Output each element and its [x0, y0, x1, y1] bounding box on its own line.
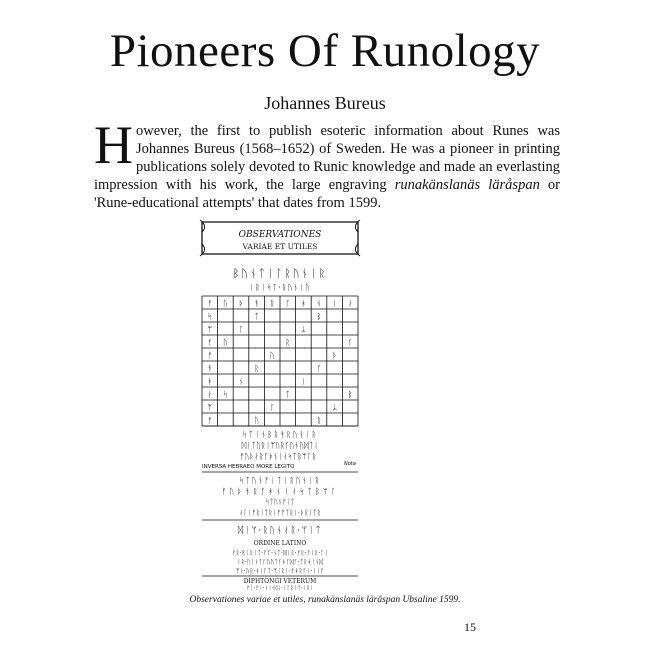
grid-rune-glyph: ᚠ: [207, 416, 213, 425]
runic-text-d: ᛋᛏᚢᚾᚠᛁᛏᛁᚱᚢᚾᛁᚱ: [239, 476, 321, 485]
grid-rune-glyph: ᚾ: [316, 299, 322, 308]
grid-rune-glyph: ᛏ: [285, 390, 291, 399]
grid-rune-glyph: ᚬ: [207, 364, 213, 373]
grid-rune-glyph: ᛒ: [316, 312, 322, 321]
grid-rune-glyph: ᛁ: [300, 377, 306, 386]
grid-rune-glyph: ᚠ: [207, 299, 213, 308]
body-paragraph: [94, 115, 560, 212]
grid-rune-glyph: ᚼ: [300, 299, 306, 308]
nota-label: Nota: [344, 461, 356, 467]
runic-text-e: ᚠᚢᚦᚬᚱᚴᚼᚾᛁᛅᛋᛏᛒᛘᛚ: [221, 487, 339, 496]
page-number: 15: [464, 620, 476, 634]
rune-grid-table: [202, 296, 358, 426]
grid-rune-glyph: ᛅ: [347, 299, 353, 308]
grid-rune-glyph: ᚱ: [254, 364, 260, 373]
runic-text-j: ᛁᚱ·ᚢᛁᚾᛏᚴᚢᚢᛏᚴᚼᚴᛞᚴ·ᛏᚱᚼᛁᚾᛞ: [236, 558, 324, 566]
runic-row-2: ᛁᚱᛁᛋᛏ·ᚱᚢᚾᛁᚢ: [249, 283, 311, 292]
drop-cap: H: [94, 115, 133, 175]
grid-rune-glyph: ᚱ: [316, 416, 322, 425]
runic-text-h: ᛞᛁᛘ·ᚱᚢᚾᛅᚱ·ᛘᛁᛏ: [237, 526, 323, 536]
latin-line: INVERSA HEBRAEO MORE LEGITO: [202, 464, 295, 470]
grid-rune-glyph: ᛏ: [254, 312, 260, 321]
grid-rune-glyph: ᚼ: [207, 377, 213, 386]
grid-rune-glyph: ᛘ: [207, 325, 213, 334]
paragraph-italic-title: runakänslanäs läråspan: [394, 177, 540, 193]
grid-rune-glyph: ᛁ: [332, 299, 338, 308]
grid-rune-glyph: ᚴ: [347, 338, 353, 347]
grid-rune-glyph: ᚢ: [269, 351, 275, 360]
runic-text-k: ᛘᛁ·ᚢᚱ·ᚼᛁᚴᛏ·ᛘᛁᚱᛁ·ᚠᚼᚱᚴᛁ·ᛁᛁᚠ: [235, 567, 325, 575]
section-heading: Johannes Bureus: [264, 93, 386, 113]
grid-rune-glyph: ᚠ: [207, 338, 213, 347]
banner-line-2: VARIAE ET UTILES: [242, 242, 318, 251]
grid-rune-glyph: ᛒ: [347, 390, 353, 399]
paragraph-text-end: or 'Rune-educational attempts' that dates from 1599.: [94, 177, 560, 211]
grid-rune-glyph: ᚱ: [285, 338, 291, 347]
grid-rune-glyph: ᛚ: [238, 325, 244, 334]
grid-rune-glyph: ᛚ: [269, 403, 275, 412]
runic-row-1: ᛒᚢᚾᛏᛁᛚᚱᚢᚾᛁᚱ: [232, 267, 328, 280]
grid-rune-glyph: ᚱ: [269, 299, 275, 308]
paragraph-text-start: owever, the first to publish esoteric information about Runes was Johannes Bureus (1568–1652) of Sweden. He was a pioneer in printing publications solely devoted to Runic knowledge and made an everlasting impression with his work, the large engraving: [94, 123, 560, 193]
grid-rune-glyph: ᚴ: [316, 364, 322, 373]
grid-rune-glyph: ᛅ: [207, 390, 213, 399]
grid-rune-glyph: ᛘ: [207, 403, 213, 412]
grid-rune-glyph: ᛦ: [300, 325, 306, 334]
runic-text-i: ᚠᚱ·ᛒᛁᚱᛁᛏ·ᚠᚴ·ᚾᛏ·ᛞᛁᚱ·ᚠᚱ·ᚠᛁᚱ·ᚴᛁ: [231, 549, 329, 557]
banner-line-1: OBSERVATIONES: [238, 230, 322, 240]
grid-rune-glyph: ᛦ: [332, 403, 338, 412]
grid-rune-glyph: ᚠ: [207, 351, 213, 360]
grid-rune-glyph: ᚢ: [222, 338, 228, 347]
ordine-label: ORDINE LATINO: [253, 540, 307, 547]
grid-rune-glyph: ᛋ: [222, 390, 228, 399]
grid-rune-glyph: ᚢ: [254, 416, 260, 425]
figure-caption: Observationes variae et utiles, runakänslanäs läråspan Ubsaline 1599.: [189, 595, 461, 605]
runic-engraving-figure: [198, 218, 362, 590]
grid-rune-glyph: ᛋ: [207, 312, 213, 321]
grid-rune-glyph: ᚾ: [238, 377, 244, 386]
grid-rune-glyph: ᚦ: [238, 299, 244, 308]
diphthongi-label: DIPHTONGI VETERUM: [243, 578, 317, 585]
grid-rune-glyph: ᚴ: [285, 299, 291, 308]
runic-text-c: ᚠᚢᚦᛅᚱᚴᚼᚾᛁᛅᛋᛏᛒᛘᛚᚱ: [239, 452, 317, 461]
runic-text-a: ᛋᛏᛁᚾᛒᚱᚬᚱᚢᚾᛁᚱ: [242, 430, 318, 439]
runic-text-f: ᛋᛏᚢᚾᚠᛁᛏ: [265, 498, 295, 506]
runic-text-g: ᛅᛚᛁᚠᚱᛁᛏᚱᛁᚠᚠᛏᚱᛁ·ᚦᚱᛁᛏᚱ: [238, 509, 322, 517]
runic-text-l: ᚠᛁ·ᚠᛁ·ᚾᛁ·ᛞᛁ·ᛁᛚᚱᛁᛏ·ᛁᚱᛁ: [246, 585, 314, 590]
grid-rune-glyph: ᚬ: [254, 299, 260, 308]
runic-text-b: ᛞᛁᛏᚢᚱᛁᛘᚢᚱᚴᚢᚾᚢᛞᛏᛁ: [241, 441, 319, 450]
grid-rune-glyph: ᚢ: [222, 299, 228, 308]
page-title: Pioneers Of Runology: [109, 25, 541, 77]
grid-rune-glyph: ᚦ: [332, 351, 338, 360]
